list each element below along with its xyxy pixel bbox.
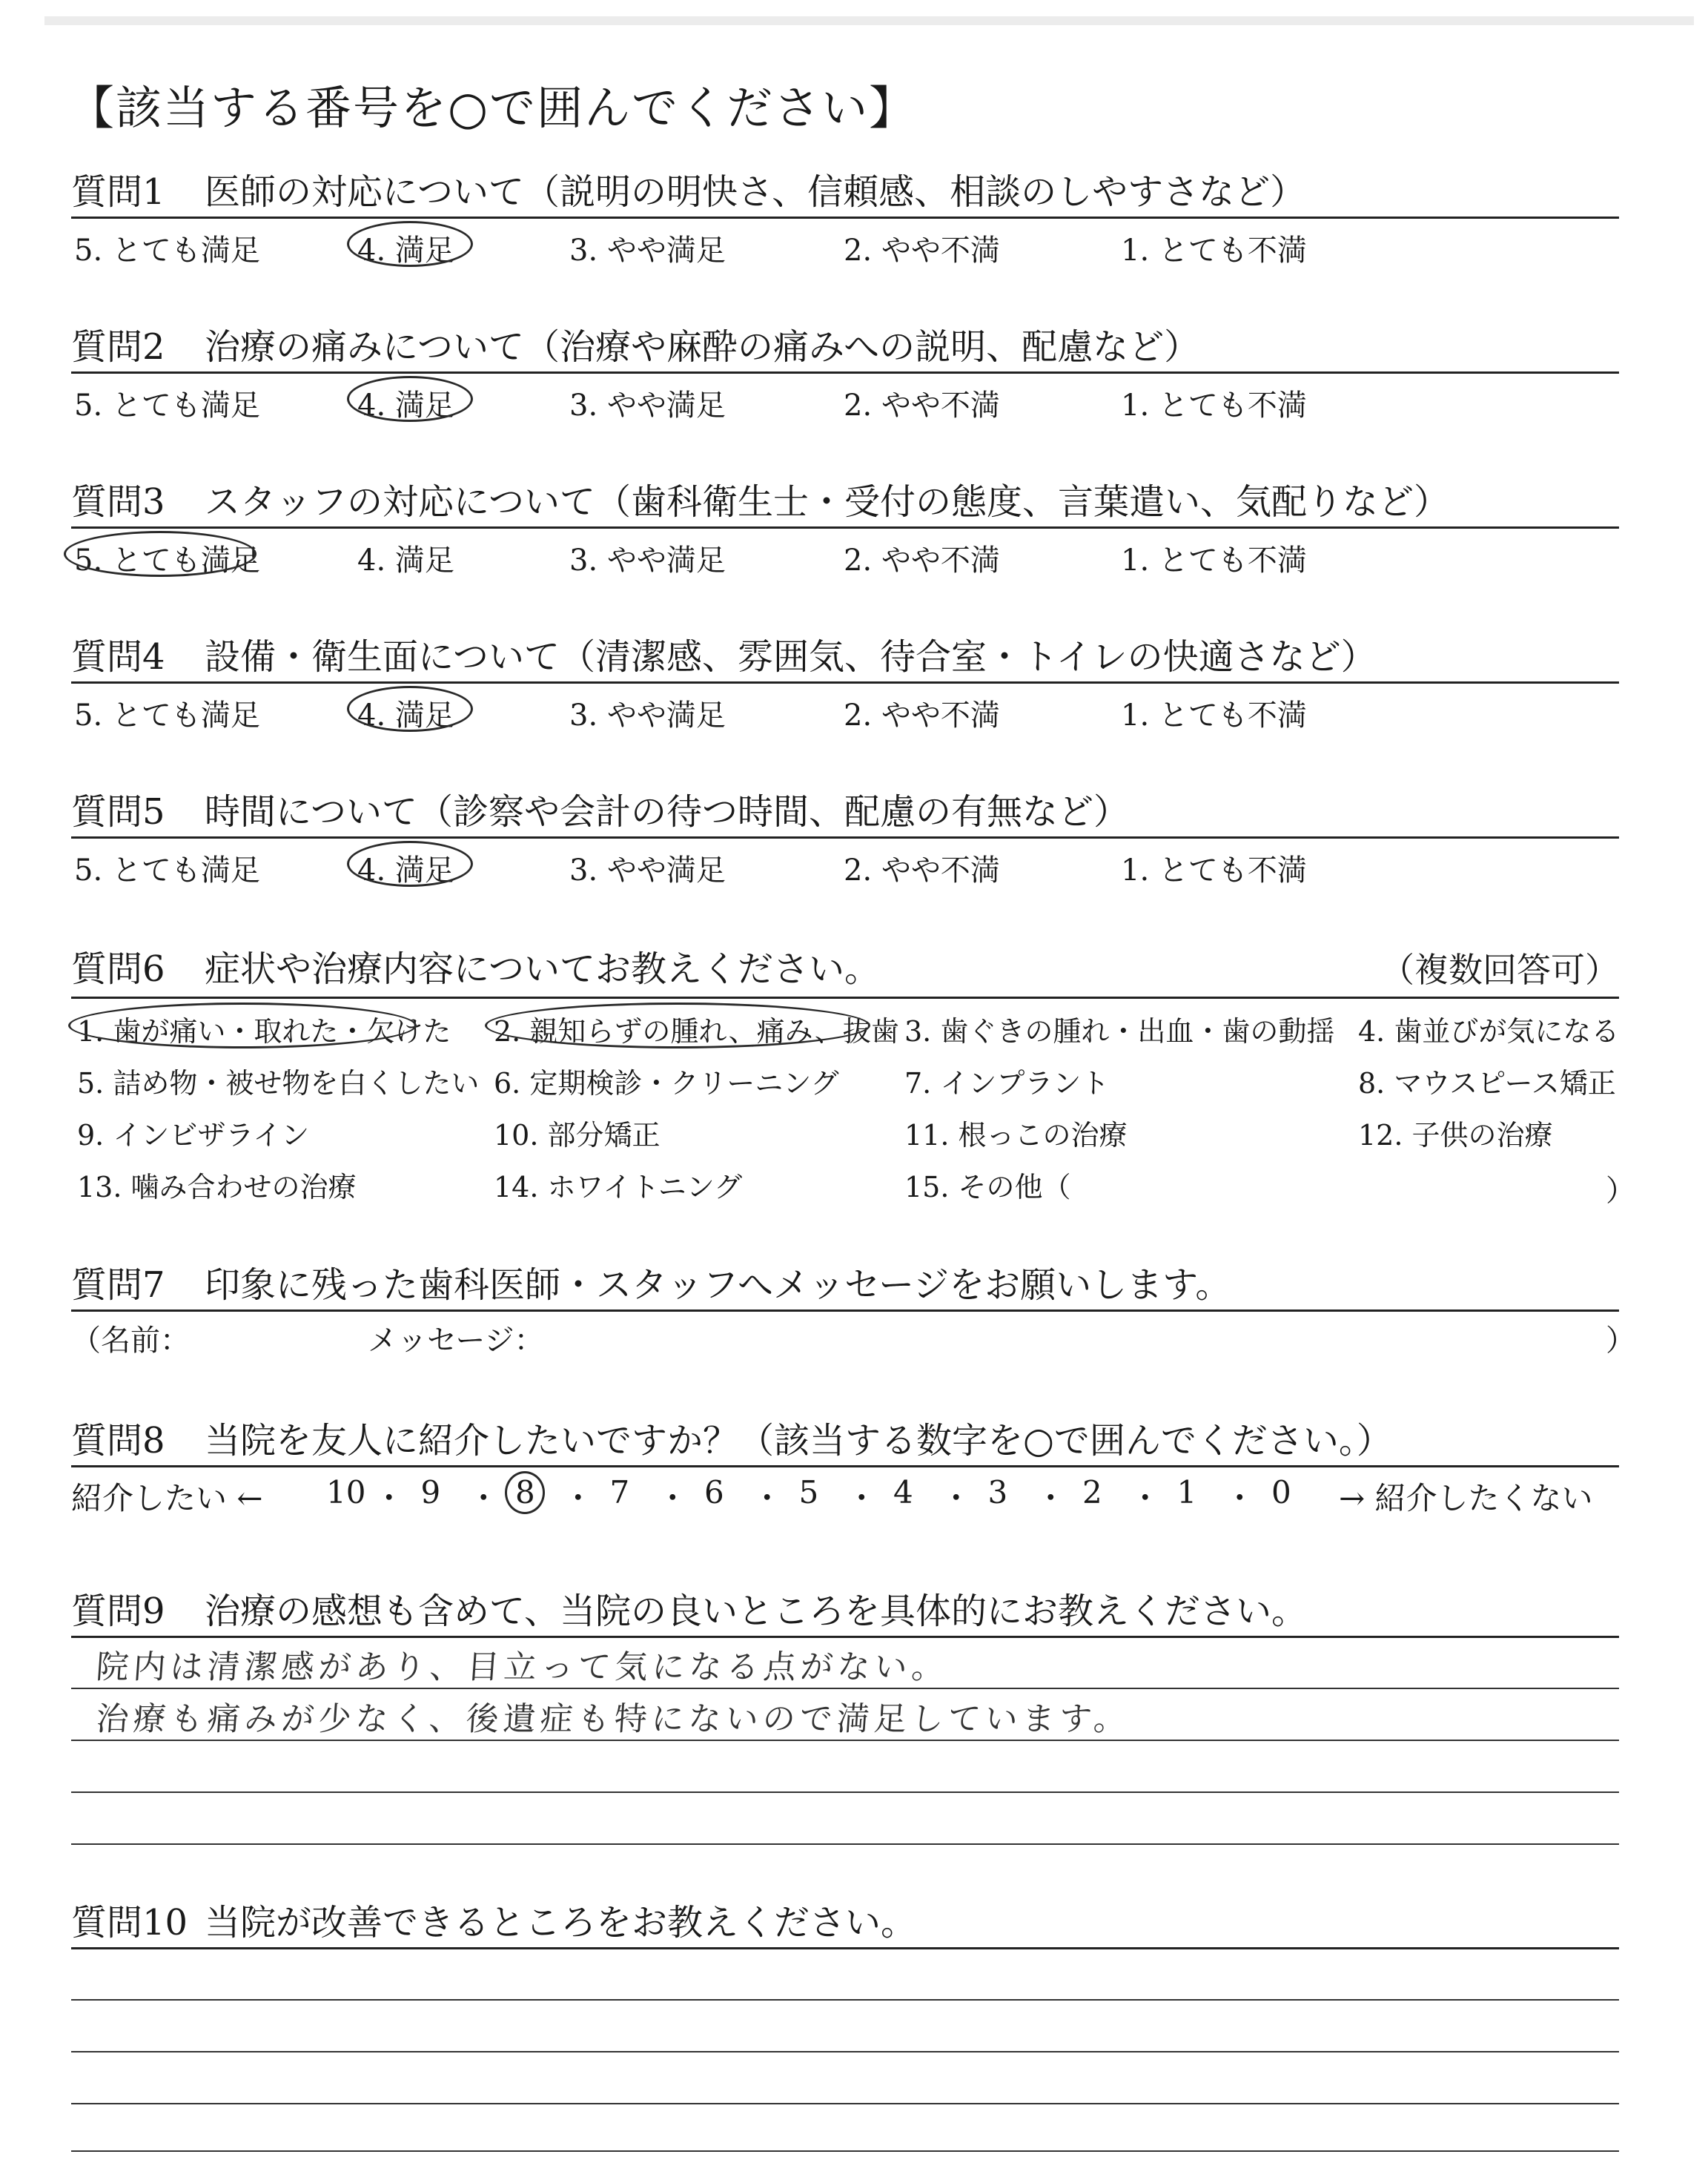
rating-option[interactable]: 5. とても満足 (74, 389, 260, 423)
question-1-rule (71, 217, 1619, 219)
scale-number[interactable]: 1 (1176, 1474, 1197, 1510)
question-6-rule (71, 997, 1619, 999)
question-1-title (71, 163, 1305, 214)
question-2-rule (71, 371, 1619, 374)
question-text: 当院を友人に紹介したいですか？（該当する数字を○で囲んでください。） (205, 1420, 1392, 1462)
symptom-option[interactable]: 8. マウスピース矯正 (1358, 1067, 1616, 1100)
symptom-option[interactable]: 14. ホワイトニング (494, 1171, 743, 1203)
scale-separator: ・ (846, 1480, 878, 1516)
recommend-label: 紹介したい ← (71, 1480, 263, 1516)
symptom-option[interactable]: 13. 噛み合わせの治療 (77, 1171, 357, 1203)
question-7-rule (71, 1309, 1619, 1312)
rating-option[interactable]: 4. 満足 (357, 389, 454, 423)
scale-number[interactable]: 8 (515, 1474, 535, 1510)
rating-option[interactable]: 5. とても満足 (74, 234, 260, 268)
question-5-title (71, 783, 1129, 834)
rating-option[interactable]: 2. やや不満 (844, 234, 1000, 268)
scale-number[interactable]: 0 (1271, 1474, 1291, 1510)
answer-rule (71, 1688, 1619, 1689)
symptom-option[interactable]: 7. インプラント (904, 1067, 1110, 1100)
message-label: メッセージ： (368, 1324, 544, 1358)
question-10-title (71, 1894, 916, 1945)
question-number: 質問9 (71, 1591, 165, 1632)
rating-option[interactable]: 3. やや満足 (569, 853, 726, 888)
answer-rule (71, 1999, 1619, 2001)
rating-option[interactable]: 3. やや満足 (569, 544, 726, 578)
question-9-rule (71, 1636, 1619, 1638)
scale-separator: ・ (657, 1480, 689, 1516)
symptom-option[interactable]: 6. 定期検診・クリーニング (494, 1067, 839, 1100)
rating-option[interactable]: 1. とても不満 (1121, 544, 1307, 578)
question-number: 質問5 (71, 791, 165, 833)
symptom-option[interactable]: 15. その他（ (904, 1171, 1071, 1203)
answer-rule (71, 1791, 1619, 1793)
message-close-paren: ） (1606, 1324, 1635, 1358)
question-number: 質問4 (71, 636, 165, 678)
symptom-option[interactable]: 10. 部分矯正 (494, 1119, 661, 1152)
question-5-rule (71, 836, 1619, 839)
symptom-option[interactable]: 9. インビザライン (77, 1119, 310, 1152)
scale-number[interactable]: 7 (609, 1474, 630, 1510)
symptom-option[interactable]: 3. 歯ぐきの腫れ・出血・歯の動揺 (904, 1015, 1335, 1048)
scale-separator: ・ (468, 1480, 500, 1516)
handwritten-answer-line-2: 治療も痛みが少なく、後遺症も特にないので満足しています。 (94, 1700, 1133, 1738)
question-9-title (71, 1582, 1307, 1634)
scale-number[interactable]: 10 (326, 1474, 366, 1510)
scale-number[interactable]: 5 (798, 1474, 819, 1510)
scale-separator: ・ (1224, 1480, 1256, 1516)
symptom-option[interactable]: 12. 子供の治療 (1358, 1119, 1553, 1152)
rating-option[interactable]: 3. やや満足 (569, 389, 726, 423)
question-8-rule (71, 1465, 1619, 1467)
question-text: 医師の対応について（説明の明快さ、信頼感、相談のしやすさなど） (205, 171, 1306, 213)
rating-option[interactable]: 3. やや満足 (569, 698, 726, 733)
question-number: 質問6 (71, 948, 165, 990)
question-text: スタッフの対応について（歯科衛生士・受付の態度、言葉遣い、気配りなど） (205, 481, 1450, 523)
rating-option[interactable]: 1. とても不満 (1121, 234, 1307, 268)
answer-rule (71, 2103, 1619, 2104)
scale-separator: ・ (1035, 1480, 1067, 1516)
multiple-answers-note: （複数回答可） (1380, 950, 1619, 990)
question-4-title (71, 628, 1377, 679)
symptom-option[interactable]: 1. 歯が痛い・取れた・欠けた (77, 1015, 451, 1048)
rating-option[interactable]: 4. 満足 (357, 234, 454, 268)
scale-number[interactable]: 2 (1082, 1474, 1102, 1510)
question-text: 印象に残った歯科医師・スタッフへメッセージをお願いします。 (205, 1264, 1231, 1306)
rating-option[interactable]: 2. やや不満 (844, 853, 1000, 888)
question-10-rule (71, 1947, 1619, 1949)
rating-option[interactable]: 1. とても不満 (1121, 853, 1307, 888)
answer-rule (71, 2150, 1619, 2152)
answer-rule (71, 1740, 1619, 1741)
question-number: 質問3 (71, 481, 165, 523)
scale-separator: ・ (751, 1480, 783, 1516)
symptom-option[interactable]: 5. 詰め物・被せ物を白くしたい (77, 1067, 480, 1100)
question-8-title (71, 1412, 1392, 1463)
question-2-title (71, 318, 1199, 369)
question-4-rule (71, 681, 1619, 684)
rating-option[interactable]: 2. やや不満 (844, 544, 1000, 578)
scale-separator: ・ (373, 1480, 405, 1516)
scan-top-band (44, 16, 1694, 25)
question-number: 質問7 (71, 1264, 165, 1306)
form-heading: 【該当する番号を○で囲んでください】 (68, 81, 917, 135)
symptom-option[interactable]: 11. 根っこの治療 (904, 1119, 1128, 1152)
question-3-rule (71, 526, 1619, 529)
name-label: （名前： (71, 1324, 190, 1358)
rating-option[interactable]: 2. やや不満 (844, 389, 1000, 423)
question-text: 設備・衛生面について（清潔感、雰囲気、待合室・トイレの快適さなど） (205, 636, 1377, 678)
question-3-title (71, 473, 1449, 524)
not-recommend-label: → 紹介したくない (1339, 1480, 1593, 1516)
rating-option[interactable]: 5. とても満足 (74, 853, 260, 888)
scale-number[interactable]: 9 (420, 1474, 441, 1510)
rating-option[interactable]: 5. とても満足 (74, 544, 260, 578)
scale-number[interactable]: 3 (987, 1474, 1008, 1510)
rating-option[interactable]: 1. とても不満 (1121, 389, 1307, 423)
question-number: 質問8 (71, 1420, 165, 1462)
scale-separator: ・ (1129, 1480, 1161, 1516)
scale-separator: ・ (562, 1480, 594, 1516)
question-7-title (71, 1256, 1231, 1307)
rating-option[interactable]: 4. 満足 (357, 698, 454, 733)
rating-option[interactable]: 5. とても満足 (74, 698, 260, 733)
question-text: 症状や治療内容についてお教えください。 (205, 948, 881, 990)
handwritten-answer-line-1: 院内は清潔感があり、目立って気になる点がない。 (94, 1648, 950, 1686)
question-number: 質問1 (71, 171, 165, 213)
symptom-option[interactable]: 4. 歯並びが気になる (1358, 1015, 1620, 1048)
question-text: 当院が改善できるところをお教えください。 (205, 1902, 917, 1943)
scale-number[interactable]: 6 (704, 1474, 724, 1510)
rating-option[interactable]: 2. やや不満 (844, 698, 1000, 733)
scale-number[interactable]: 4 (893, 1474, 913, 1510)
rating-option[interactable]: 3. やや満足 (569, 234, 726, 268)
rating-option[interactable]: 1. とても不満 (1121, 698, 1307, 733)
question-text: 時間について（診察や会計の待つ時間、配慮の有無など） (205, 791, 1130, 833)
rating-option[interactable]: 4. 満足 (357, 544, 454, 578)
scale-separator: ・ (940, 1480, 972, 1516)
question-6-title (71, 940, 880, 991)
answer-rule (71, 1843, 1619, 1845)
answer-rule (71, 2051, 1619, 2052)
question-number: 質問2 (71, 326, 165, 368)
rating-option[interactable]: 4. 満足 (357, 853, 454, 888)
question-text: 治療の感想も含めて、当院の良いところを具体的にお教えください。 (205, 1591, 1308, 1632)
question-number: 質問10 (71, 1902, 188, 1943)
question-text: 治療の痛みについて（治療や麻酔の痛みへの説明、配慮など） (205, 326, 1200, 368)
other-close-paren: ） (1606, 1174, 1635, 1208)
symptom-option[interactable]: 2. 親知らずの腫れ、痛み、抜歯 (494, 1015, 899, 1048)
